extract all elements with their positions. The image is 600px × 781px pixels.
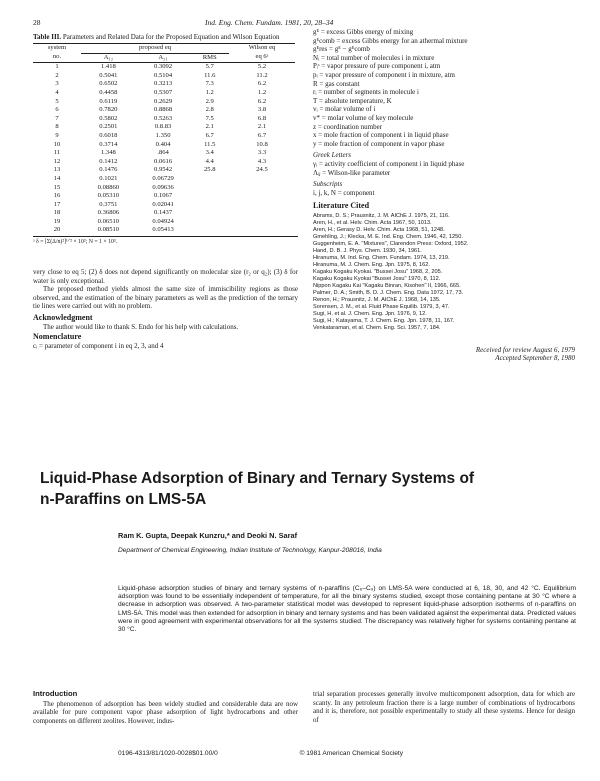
- title-line-2: n-Paraffins on LMS-5A: [40, 491, 207, 508]
- table-cell: 0.1021: [99, 174, 118, 182]
- symbol-entry: gᴱ = excess Gibbs energy of mixing: [313, 28, 414, 36]
- table-cell: 2.9: [205, 97, 214, 105]
- table-cell: 12: [53, 157, 61, 165]
- table-cell: 19: [53, 217, 61, 225]
- table-cell: 7.3: [205, 80, 214, 88]
- table-cell: 10.8: [256, 140, 268, 148]
- table-row: [33, 63, 295, 72]
- column-subheader: A₂₁: [158, 53, 168, 61]
- subscripts-list: [313, 189, 575, 198]
- intro-text-right: trial separation processes generally involve multicomponent adsorption, data for which are scanty. In any petroleum fraction there is a large number of combinations of hydrocarbons and it is, therefore, not possible experimentally to study all these systems. Hence for design of: [313, 690, 575, 724]
- paragraph: The proposed method yields almost the same size of immiscibility regions as those observed, and the estimation of the binary parameters as well as the prediction of the ternary tie lines were carried out with no problem.: [33, 285, 298, 311]
- page-number: 28: [33, 18, 41, 27]
- table-iii-block: [33, 33, 298, 247]
- reference-entry: Palmer, D. A.; Smith, B. D. J. Chem. Eng. Data 1972, 17, 73.: [313, 289, 464, 296]
- symbol-entry: v* = molar volume of key molecule: [313, 113, 414, 122]
- table-cell: 0.5104: [154, 71, 173, 79]
- table-row: [33, 115, 295, 124]
- table-caption-text: Parameters and Related Data for the Proposed Equation and Wilson Equation: [62, 33, 280, 41]
- table-cell: 0.6119: [99, 97, 118, 105]
- intro-left: [33, 690, 298, 725]
- table-row: [33, 184, 295, 193]
- symbol-entry: rᵢ = number of segments in molecule i: [313, 88, 419, 97]
- table-cell: [190, 175, 229, 184]
- article-code: 0196-4313/81/1020-0028$01.00/0: [118, 750, 218, 757]
- symbol-entry: Pᵢˢ = vapor pressure of pure component i, atm: [313, 62, 441, 71]
- reference-entry: Gmehling, J.; Klecka, M. E. Ind. Eng. Chem. 1946, 42, 1250.: [313, 233, 463, 240]
- table-cell: 6: [55, 106, 59, 114]
- table-cell: 14: [53, 174, 61, 182]
- table-cell: [229, 184, 295, 193]
- greek-entry: γᵢ = activity coefficient of component i in liquid phase: [313, 159, 465, 168]
- col-head-proposed: proposed eq: [81, 44, 229, 54]
- table-cell: 0.02041: [152, 200, 174, 208]
- authors: Ram K. Gupta, Deepak Kunzru,* and Deoki N. Saraf: [118, 531, 298, 540]
- reference-entry: Nippon Kagaku Kai "Kagaku Binran, Kisohen" II, 1966, 665.: [313, 282, 461, 289]
- table-cell: 13: [53, 166, 61, 174]
- table-cell: 0.5041: [99, 71, 118, 79]
- accepted-date: Accepted September 8, 1980: [495, 354, 575, 363]
- table-cell: 11.6: [204, 71, 216, 79]
- table-cell: [190, 201, 229, 210]
- table-cell: 0.36806: [97, 209, 120, 217]
- table-cell: 25.8: [203, 166, 216, 174]
- table-footnote: ᵃ δ = [Σ(Δ/n)²]¹ᐟ² × 10²; N = 1 × 10³.: [33, 236, 298, 247]
- intro-text-left: The phenomenon of adsorption has been widely studied and considerable data are now available for pure component vapor phase adsorption of light hydrocarbons and other components on different zeolites. However, indus-: [33, 699, 298, 725]
- table-cell: 1.2: [257, 88, 267, 96]
- table-cell: 9: [55, 131, 59, 139]
- table-cell: 0.3092: [154, 63, 173, 71]
- table-row: [33, 80, 295, 89]
- table-row: [33, 72, 295, 81]
- reference-entry: Guggenheim, E. A. "Mixtures", Clarendon Press: Oxford, 1952.: [313, 240, 469, 247]
- table-cell: [190, 192, 229, 201]
- table-cell: 6.7: [205, 131, 214, 139]
- literature-heading: Literature Cited: [313, 201, 370, 211]
- affiliation: Department of Chemical Engineering, Indian Institute of Technology, Kanpur-208016, India: [118, 547, 382, 554]
- table-cell: 15: [53, 183, 61, 191]
- column-subheader: no.: [52, 53, 62, 61]
- table-cell: 24.5: [256, 166, 268, 174]
- greek-entry: Λᵢⱼ = Wilson-like parameter: [313, 168, 391, 177]
- table-cell: 0.7820: [99, 106, 118, 114]
- table-cell: [229, 192, 295, 201]
- table-row: [33, 192, 295, 201]
- symbol-entry: R = gas constant: [313, 79, 360, 88]
- table-cell: 0.5802: [99, 114, 118, 122]
- col-head-system: system: [47, 44, 67, 52]
- table-cell: 3.8: [257, 106, 267, 114]
- column-subheader: RMS: [202, 53, 217, 61]
- symbol-entry: z = coordination number: [313, 122, 383, 131]
- table-cell: [190, 226, 229, 235]
- table-row: [33, 209, 295, 218]
- table-cell: [229, 175, 295, 184]
- table-cell: 0.8.83: [154, 123, 172, 131]
- table-cell: 20: [53, 226, 61, 234]
- col-head-wilson: Wilson eq: [248, 44, 276, 52]
- copyright: © 1981 American Chemical Society: [299, 750, 404, 757]
- table-cell: 6.2: [257, 97, 267, 105]
- table-cell: [229, 226, 295, 235]
- reference-entry: Sugi, H.; Katayama, T. J. Chem. Eng. Jpn. 1978, 11, 167.: [313, 317, 455, 324]
- table-cell: [229, 201, 295, 210]
- symbol-entry: vᵢ = molar volume of i: [313, 105, 376, 114]
- column-subheader: eq 6ᵃ: [255, 53, 269, 61]
- table-row: [33, 218, 295, 227]
- table-cell: 4: [55, 88, 59, 96]
- symbol-list: [313, 28, 575, 148]
- subscripts-heading: Subscripts: [313, 180, 343, 189]
- reference-entry: Aren, H., et al. Helv. Chim. Acta 1967, 50, 1013.: [313, 219, 432, 226]
- reference-entry: Hiranuma, M. J. Chem. Eng. Jpn. 1975, 8, 162.: [313, 261, 430, 268]
- table-cell: 0.404: [155, 140, 171, 148]
- ack-heading: Acknowledgment: [33, 312, 93, 322]
- table-cell: 2.8: [205, 106, 214, 114]
- table-cell: 0.3714: [99, 140, 118, 148]
- table-cell: 0.0616: [154, 157, 173, 165]
- table-cell: 0.3213: [154, 80, 173, 88]
- table-cell: 0.1437: [154, 209, 173, 217]
- table-cell: 11: [53, 149, 61, 157]
- table-cell: 1: [55, 63, 59, 71]
- page-footer: [118, 750, 578, 757]
- table-cell: 10: [53, 140, 61, 148]
- table-cell: 5.7: [205, 63, 214, 71]
- table-cell: 0.08510: [97, 226, 120, 234]
- table-cell: 5.2: [257, 63, 267, 71]
- symbol-entry: y = mole fraction of component in vapor phase: [313, 139, 445, 148]
- table-row: [33, 158, 295, 167]
- reference-entry: Hiranuma, M. Ind. Eng. Chem. Fundam. 1974, 13, 219.: [313, 254, 450, 261]
- symbol-entry: Nᵢ = total number of molecules i in mixture: [313, 53, 435, 62]
- table-caption: [33, 33, 298, 41]
- table-cell: 2.1: [257, 123, 267, 131]
- right-column: [313, 28, 575, 363]
- table-cell: 0.05310: [97, 192, 120, 200]
- article-title: [40, 468, 560, 510]
- reference-entry: Kagaku Kogaku Kyokai. "Bussei Josu" 1968, 2, 205.: [313, 268, 443, 275]
- table-cell: 11.5: [204, 140, 216, 148]
- table-cell: 0.2501: [99, 123, 118, 131]
- table-cell: [190, 218, 229, 227]
- reference-entry: Sorensen, J. M., et al. Fluid Phase Equilib. 1979, 3, 47.: [313, 303, 450, 310]
- table-cell: 11.2: [256, 71, 268, 79]
- symbol-entry: gᴱres = gᴱ − gᴱcomb: [313, 45, 370, 54]
- data-table: [33, 43, 295, 235]
- reference-entry: Kagaku Kogaku Kyokai "Bussei Josu" 1970, 8, 112.: [313, 275, 441, 282]
- table-cell: 0.3751: [99, 200, 118, 208]
- table-cell: 0.08860: [97, 183, 120, 191]
- table-cell: 0.6502: [99, 80, 118, 88]
- table-cell: 7.5: [205, 114, 214, 122]
- table-cell: [190, 209, 229, 218]
- reference-entry: Aren, H.; Gerasy D. Helv. Chim. Acta 1968, 51, 1248.: [313, 226, 445, 233]
- table-cell: 3: [55, 80, 59, 88]
- table-caption-label: Table III.: [33, 33, 62, 41]
- table-row: [33, 89, 295, 98]
- greek-heading: Greek Letters: [313, 151, 352, 160]
- reference-entry: Sugi, H. et al. J. Chem. Eng. Jpn. 1976, 9, 12.: [313, 310, 427, 317]
- table-cell: 4.3: [257, 157, 267, 165]
- table-cell: 3.3: [257, 149, 267, 157]
- table-cell: 0.5307: [154, 88, 173, 96]
- symbol-entry: x = mole fraction of component i in liquid phase: [313, 131, 449, 140]
- table-cell: 0.1412: [99, 157, 118, 165]
- table-cell: 2: [55, 71, 59, 79]
- table-cell: 0.04924: [152, 217, 174, 225]
- table-row: [33, 98, 295, 107]
- table-row: [33, 123, 295, 132]
- table-cell: 1.2: [205, 88, 214, 96]
- table-cell: 6.7: [257, 131, 267, 139]
- table-cell: 0.9542: [154, 166, 173, 174]
- abstract: Liquid-phase adsorption studies of binary and ternary systems of n-paraffins (C₆–C₉) on LMS-5A were conducted at 6, 18, 30, and 42 °C. Equilibrium adsorption was found to be essentially independent of temperature, for all the binary systems studied, except those containing pentane at 30 °C where a decrease in adsorption was observed. A two-parameter statistical model was developed to represent liquid-phase adsorption isotherms of n-paraffins on LMS-5A. This model was then extended for adsorption in binary and ternary systems and has been validated against the experimental data. Predicted values were in good agreement with experimental observations for all the systems studied. The discrepancy was relatively higher for systems containing pentane at 30 °C.: [118, 585, 576, 634]
- left-body-text: [33, 268, 298, 350]
- nomenclature-heading: Nomenclature: [33, 332, 82, 342]
- table-row: [33, 226, 295, 235]
- reference-entry: Abrams, D. S.; Prausnitz, J. M. AIChE J. 1975, 21, 116.: [313, 212, 450, 219]
- table-cell: 0.8868: [154, 106, 173, 114]
- table-cell: 4.4: [205, 157, 214, 165]
- table-cell: 5: [55, 97, 59, 105]
- subscript-entry: i, j, k, N = component: [313, 188, 375, 197]
- table-cell: 1.418: [100, 63, 116, 71]
- table-cell: 0.4458: [99, 88, 118, 96]
- table-cell: 0.5263: [154, 114, 173, 122]
- table-cell: 7: [55, 114, 59, 122]
- symbol-entry: pᵢ = vapor pressure of component i in mixture, atm: [313, 70, 455, 79]
- table-cell: 0.6018: [99, 131, 118, 139]
- table-cell: 16: [53, 192, 61, 200]
- symbol-entry: T = absolute temperature, K: [313, 96, 392, 105]
- greek-list: [313, 160, 575, 177]
- journal-citation: Ind. Eng. Chem. Fundam. 1981, 20, 28–34: [205, 18, 334, 27]
- table-row: [33, 106, 295, 115]
- title-line-1: Liquid-Phase Adsorption of Binary and Ternary Systems of: [40, 470, 475, 487]
- reference-entry: Renon, H.; Prausnitz, J. M. AIChE J. 1968, 14, 135.: [313, 296, 441, 303]
- table-row: [33, 201, 295, 210]
- received-date: Received for review August 6, 1979: [475, 345, 575, 354]
- table-cell: 1.350: [155, 131, 171, 139]
- table-cell: 8: [55, 123, 59, 131]
- table-cell: 0.09636: [152, 183, 174, 191]
- table-cell: 17: [53, 200, 61, 208]
- table-cell: 0.05413: [152, 226, 174, 234]
- intro-right: [313, 690, 575, 724]
- table-cell: 6.8: [257, 114, 267, 122]
- paragraph: very close to eq 5; (2) δ does not depend significantly on molecular size (r₂ or q₂); (3) δ for water is only exceptional.: [33, 268, 298, 285]
- table-cell: 18: [53, 209, 61, 217]
- table-cell: 0.06729: [152, 174, 174, 182]
- table-cell: .864: [157, 149, 169, 157]
- table-row: [33, 149, 295, 158]
- table-cell: 0.1476: [99, 166, 118, 174]
- table-cell: 6.2: [257, 80, 267, 88]
- table-cell: [229, 218, 295, 227]
- table-cell: 2.1: [205, 123, 214, 131]
- table-cell: [190, 184, 229, 193]
- symbol-entry: gᴱcomb = excess Gibbs energy for an athermal mixture: [313, 36, 468, 45]
- table-cell: 0.2629: [154, 97, 173, 105]
- table-row: [33, 141, 295, 150]
- nomenclature-entry: cᵢ = parameter of component i in eq 2, 3, and 4: [33, 341, 164, 350]
- ack-text: The author would like to thank S. Endo for his help with calculations.: [43, 322, 239, 331]
- table-row: [33, 175, 295, 184]
- reference-entry: Hand, D. B. J. Phys. Chem. 1930, 34, 1961.: [313, 247, 422, 254]
- table-cell: 3.4: [205, 149, 214, 157]
- table-cell: 1.348: [100, 149, 116, 157]
- reference-entry: Venkataraman, et al. Chem. Eng. Sci. 1957, 7, 184.: [313, 324, 441, 331]
- table-cell: [229, 209, 295, 218]
- intro-heading: Introduction: [33, 689, 78, 698]
- column-subheader: A₁₂: [103, 53, 114, 61]
- reference-list: [313, 213, 575, 332]
- table-cell: 0.06510: [97, 217, 120, 225]
- table-row: [33, 166, 295, 175]
- table-row: [33, 132, 295, 141]
- table-cell: 0.1067: [154, 192, 173, 200]
